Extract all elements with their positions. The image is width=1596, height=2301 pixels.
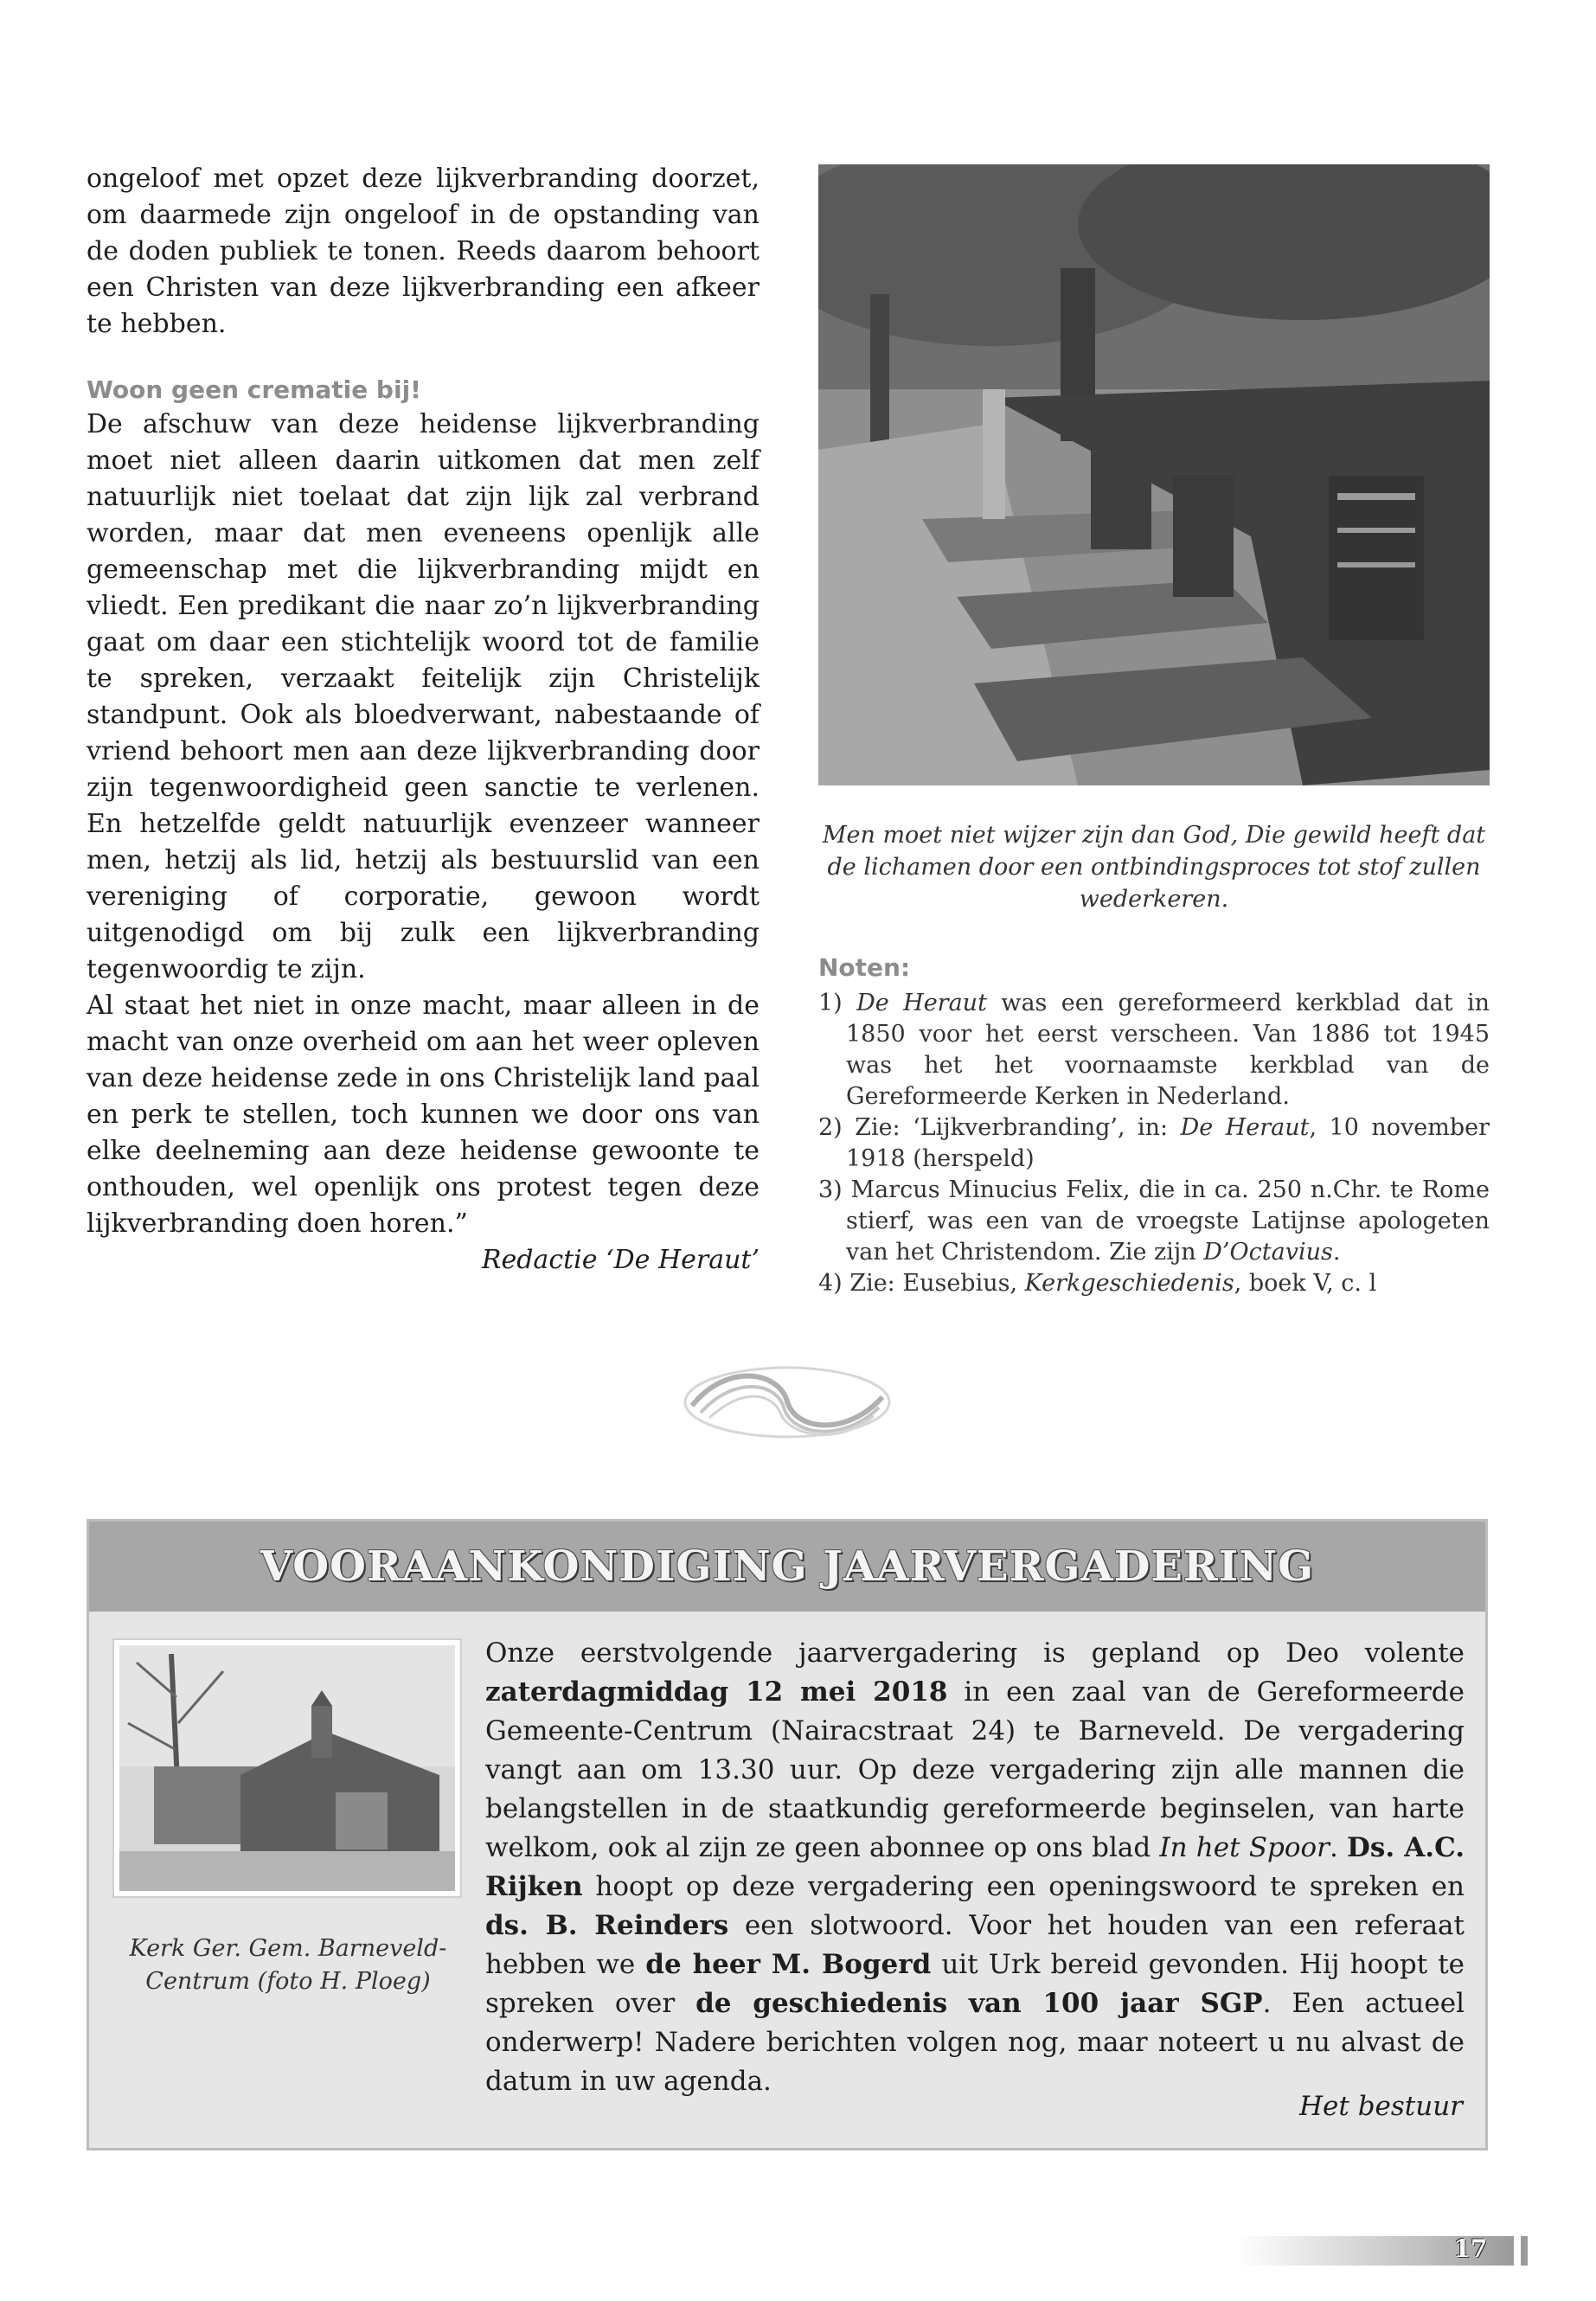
note-item: 2) Zie: ‘Lijkverbranding’, in: De Heraut, 10 november 1918 (herspeld): [818, 1114, 1490, 1172]
left-column: [87, 161, 760, 1279]
announcement-signature: Het bestuur: [1299, 2091, 1463, 2122]
note-item: 4) Zie: Eusebius, Kerkgeschiedenis, boek V, c. l: [818, 1270, 1377, 1297]
paragraph-2: De afschuw van deze heidense lijkverbranding moet niet alleen daarin uitkomen dat men zelf natuurlijk niet toelaat dat zijn lijk zal verbrand worden, maar dat men eveneens openlijk alle gemeenschap met die lijkverbranding mijdt en vliedt. Een predikant die naar zo’n lijkverbranding gaat om daar een stichtelijk woord tot de familie te spreken, verzaakt feitelijk zijn Christelijk standpunt. Ook als bloedverwant, nabestaande of vriend behoort men aan deze lijkverbranding door zijn tegenwoordigheid geen sanctie te verlenen. En hetzelfde geldt natuurlijk evenzeer wanneer men, hetzij als lid, hetzij als bestuurslid van een vereniging of corporatie, gewoon wordt uitgenodigd om bij zulk een lijkverbranding tegenwoordig te zijn.: [87, 409, 760, 984]
notes-heading: Noten:: [818, 953, 911, 982]
article-signature: Redactie ‘De Heraut’: [481, 1245, 760, 1275]
announcement-header: [89, 1522, 1485, 1612]
page-number: 17: [1453, 2234, 1488, 2263]
paragraph-3: Al staat het niet in onze macht, maar alleen in de macht van onze overheid om aan het weer opleven van deze heidense zede in ons Christelijk land paal en perk te stellen, toch kunnen we door ons van elke deelneming aan deze heidense gewoonte te onthouden, wel openlijk ons protest tegen deze lijkverbranding doen horen.”: [87, 990, 760, 1239]
church-photo: [112, 1638, 462, 1898]
ornament-swirl-icon: [675, 1362, 900, 1440]
page-marker: [1521, 2236, 1528, 2266]
photo-caption: Men moet niet wijzer zijn dan God, Die gewild heeft dat de lichamen door een ontbindingsproces tot stof zullen wederkeren.: [822, 822, 1486, 913]
church-photo-caption: Kerk Ger. Gem. Barneveld-Centrum (foto H. Ploeg): [129, 1935, 447, 1995]
note-item: 1) De Heraut was een gereformeerd kerkblad dat in 1850 voor het eerst verscheen. Van 1886 tot 1945 was het het voornaamste kerkblad van de Gereformeerde Kerken in Nederland.: [818, 990, 1490, 1110]
cemetery-photo: [818, 164, 1490, 785]
announcement-text: Onze eerstvolgende jaarvergadering is gepland op Deo volente zaterdagmiddag 12 mei 2018 in een zaal van de Gereformeerde Gemeente-Centrum (Nairacstraat 24) te Barneveld. De vergadering vangt aan om 13.30 uur. Op deze vergadering zijn alle mannen die belangstellen in de staatkundig gereformeerde beginselen, van harte welkom, ook al zijn ze geen abonnee op ons blad In het Spoor. Ds. A.C. Rijken hoopt op deze vergadering een openingswoord te spreken en ds. B. Reinders een slotwoord. Voor het houden van een referaat hebben we de heer M. Bogerd uit Urk bereid gevonden. Hij hoopt te spreken over de geschiedenis van 100 jaar SGP. Een actueel onderwerp! Nadere berichten volgen nog, maar noteert u nu alvast de datum in uw agenda.: [485, 1638, 1465, 2097]
notes: [818, 952, 1490, 1299]
paragraph-1: ongeloof met opzet deze lijkverbranding doorzet, om daarmede zijn ongeloof in de opstanding van de doden publiek te tonen. Reeds daarom behoort een Christen van deze lijkverbranding een afkeer te hebben.: [87, 163, 760, 339]
note-item: 3) Marcus Minucius Felix, die in ca. 250 n.Chr. te Rome stierf, was een van de vroegste Latijnse apologeten van het Christendom. Zie zijn D’Octavius.: [818, 1176, 1490, 1266]
announcement-box: [87, 1519, 1488, 2150]
announcement-title: VOORAANKONDIGING JAARVERGADERING: [260, 1542, 1315, 1591]
section-heading: Woon geen crematie bij!: [87, 375, 421, 404]
